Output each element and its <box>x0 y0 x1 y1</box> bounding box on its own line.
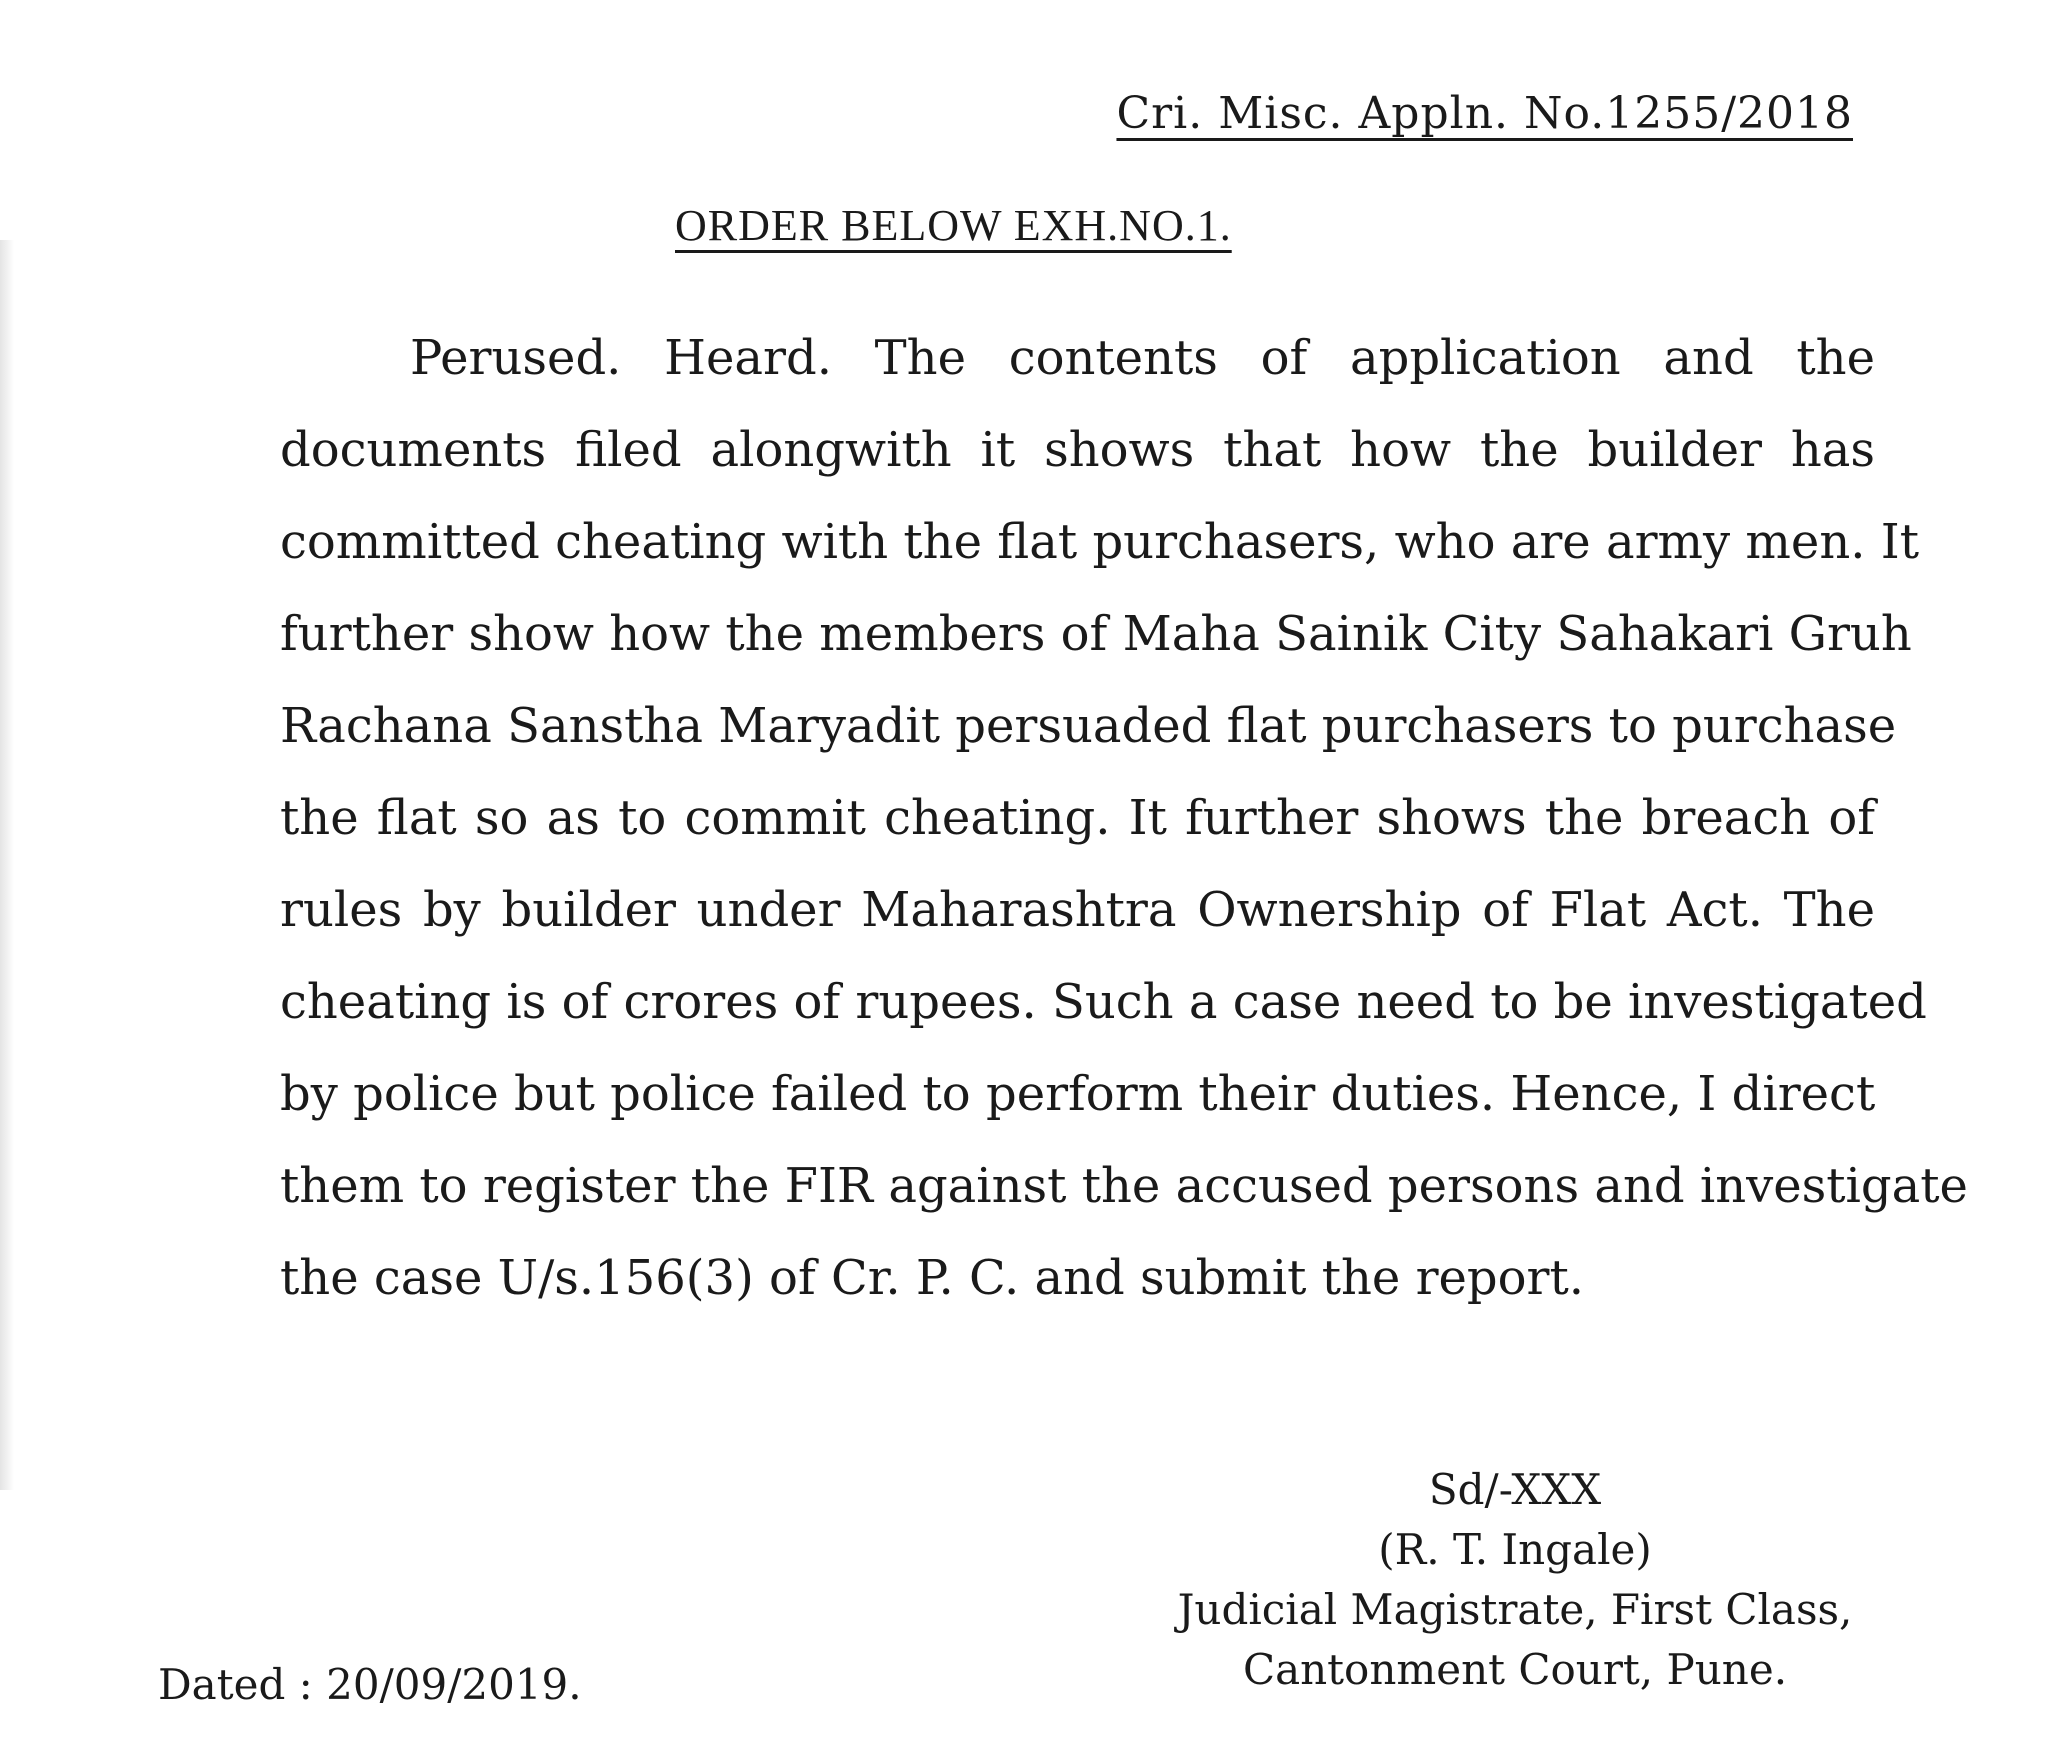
order-date: Dated : 20/09/2019. <box>158 1660 582 1709</box>
order-title: ORDER BELOW EXH.NO.1. <box>675 201 1232 250</box>
body-line: committed cheating with the flat purchasers, who are army men. It <box>280 514 1920 570</box>
page-edge-shadow <box>0 240 14 1490</box>
body-line: them to register the FIR against the accused persons and investigate <box>280 1158 1968 1214</box>
body-line: rules by builder under Maharashtra Ownership of Flat Act. The <box>280 882 1875 938</box>
body-line: Rachana Sanstha Maryadit persuaded flat purchasers to purchase <box>280 698 1897 754</box>
case-number: Cri. Misc. Appln. No.1255/2018 <box>1116 88 1853 139</box>
body-line: Perused. Heard. The contents of application and the <box>410 330 1875 386</box>
signature-sign: Sd/-XXX <box>1428 1465 1602 1514</box>
signatory-designation: Judicial Magistrate, First Class, <box>1177 1585 1853 1634</box>
signature-block <box>1165 1460 1865 1700</box>
body-line: cheating is of crores of rupees. Such a case need to be investigated <box>280 974 1927 1030</box>
body-line: further show how the members of Maha Sainik City Sahakari Gruh <box>280 606 1912 662</box>
body-line: the flat so as to commit cheating. It further shows the breach of <box>280 790 1875 846</box>
court-name: Cantonment Court, Pune. <box>1242 1645 1788 1694</box>
signatory-name: (R. T. Ingale) <box>1378 1525 1652 1574</box>
body-line: by police but police failed to perform their duties. Hence, I direct <box>280 1066 1876 1122</box>
order-body <box>280 312 1968 1324</box>
body-line: the case U/s.156(3) of Cr. P. C. and submit the report. <box>280 1250 1585 1306</box>
body-line: documents filed alongwith it shows that how the builder has <box>280 422 1875 478</box>
